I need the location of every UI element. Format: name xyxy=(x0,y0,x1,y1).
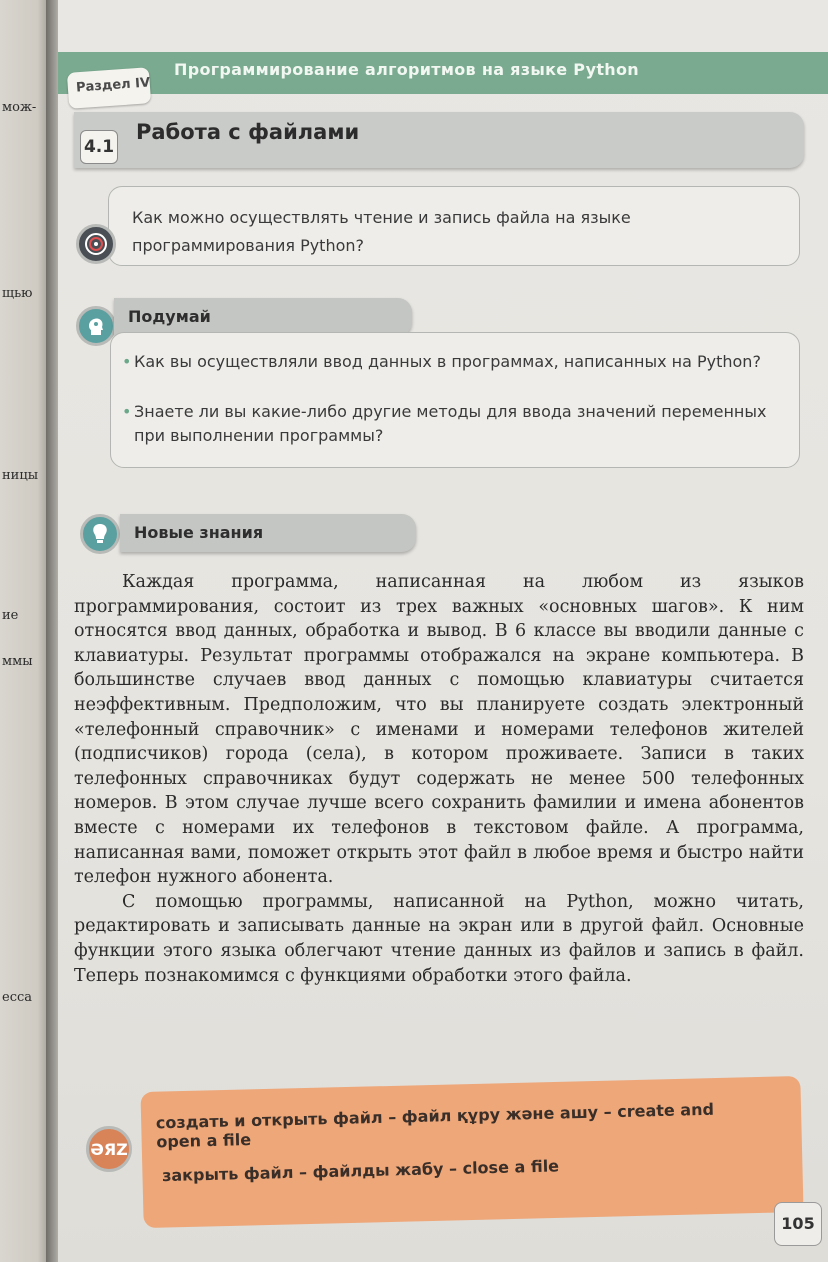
section-title: Программирование алгоритмов на языке Python xyxy=(174,60,639,79)
left-page-fragment: ницы xyxy=(2,468,39,483)
body-text xyxy=(74,570,804,988)
target-icon xyxy=(76,224,116,264)
left-page-fragment: мож- xyxy=(2,100,37,115)
body-paragraph: С помощью программы, написанной на Python, можно читать, редактировать и записывать данные на экран или в другой файл. Основные функции этого языка облегчают чтение данных из файлов и запись в файл. Теперь познакомимся с функциями обработки этого файла. xyxy=(74,891,804,986)
textbook-page xyxy=(58,0,828,1262)
page-number: 105 xyxy=(774,1202,822,1246)
new-knowledge-label: Новые знания xyxy=(120,514,416,552)
lightbulb-icon xyxy=(80,514,120,554)
vocabulary-term: создать и открыть файл – файл құру және ашу – create and open a file xyxy=(155,1099,715,1152)
think-label: Подумай xyxy=(114,298,412,336)
left-page-fragment: щью xyxy=(2,286,33,301)
section-label: Раздел IV xyxy=(75,75,151,96)
left-page-fragment: ие xyxy=(2,608,19,623)
vocabulary-icon: ӘЯZ xyxy=(86,1126,132,1172)
think-item: • Как вы осуществляли ввод данных в программах, написанных на Python? xyxy=(122,350,782,374)
topic-title: Работа с файлами xyxy=(136,120,360,144)
vocabulary-term: закрыть файл – файлды жабу – close a file xyxy=(161,1156,560,1186)
topic-number: 4.1 xyxy=(80,130,118,164)
think-item: • Знаете ли вы какие-либо другие методы для ввода значений переменных при выполнении программы? xyxy=(122,400,782,448)
vocabulary-box xyxy=(140,1076,803,1228)
left-page-fragment: есса xyxy=(2,990,33,1005)
body-paragraph: Каждая программа, написанная на любом из языков программирования, состоит из трех важных «основных шагов». К ним относятся ввод данных, обработка и вывод. В 6 классе вы вводили данные с клавиатуры. Результат программы отображался на экране компьютера. В большинстве случаев ввод данных с помощью клавиатуры считается неэффективным. Предположим, что вы планируете создать электронный «телефонный справочник» с именами и номерами телефонов жителей (подписчиков) города (села), в котором проживаете. Записи в таких телефонных справочниках будут содержать не менее 500 телефонных номеров. В этом случае лучше всего сохранить фамилии и имена абонентов вместе с номерами их телефонов в текстовом файле. А программа, написанная вами, поможет открыть этот файл в любое время и быстро найти телефон нужного абонента. xyxy=(74,572,804,888)
key-question-text: Как можно осуществлять чтение и запись файла на языке программирования Python? xyxy=(132,208,631,255)
left-page-fragment: ммы xyxy=(2,654,33,669)
